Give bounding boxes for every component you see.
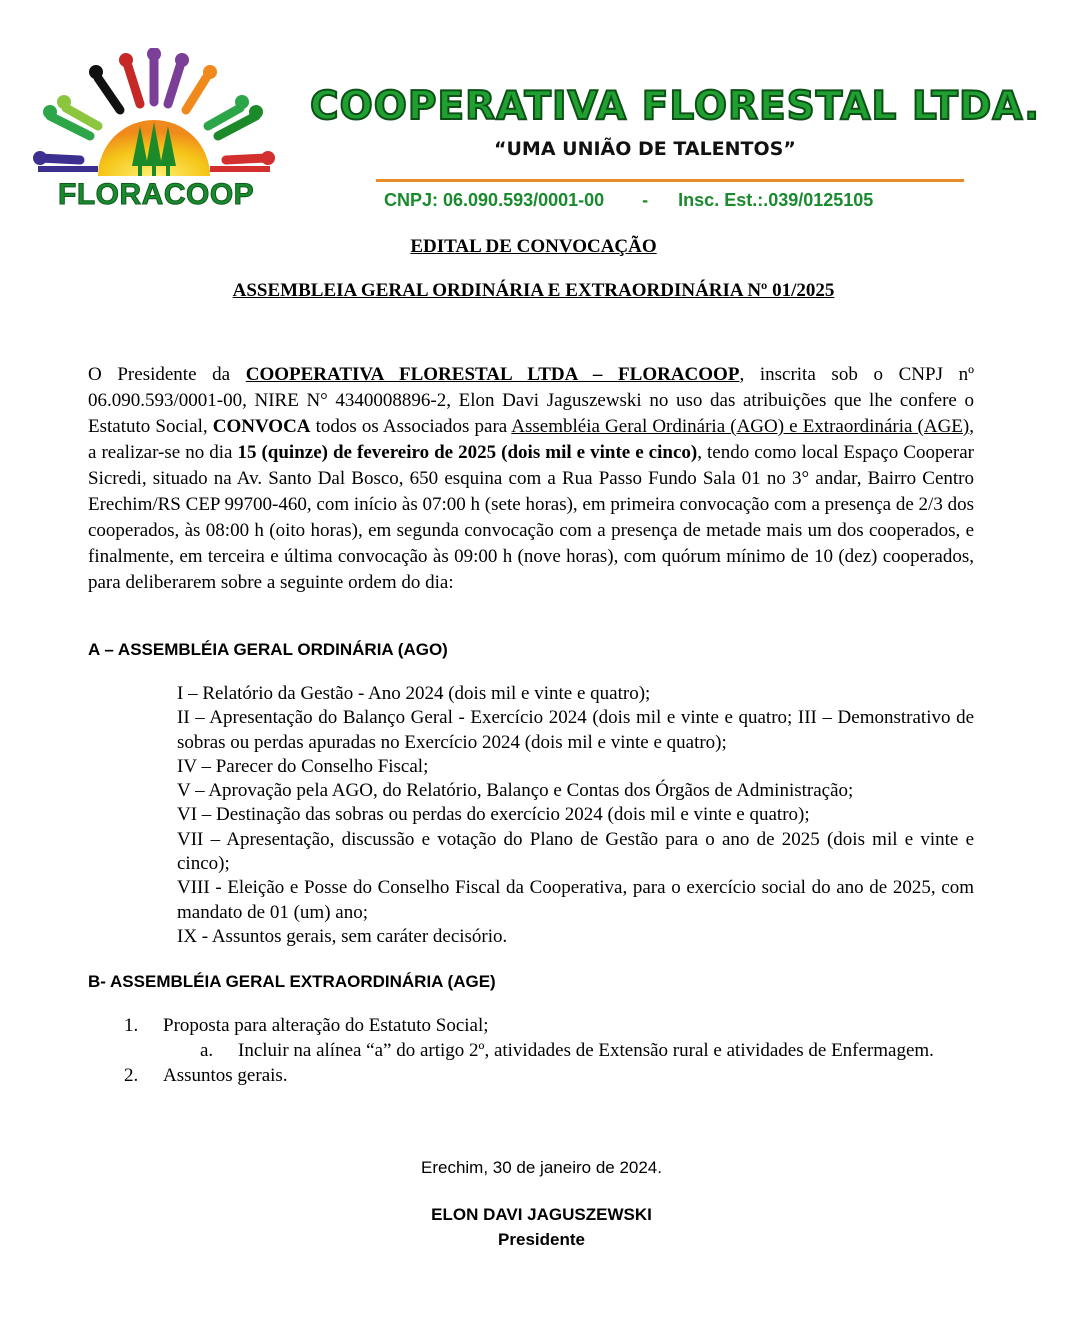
document-subtitle: ASSEMBLEIA GERAL ORDINÁRIA E EXTRAORDINÁRIA Nº 01/2025 <box>232 280 835 301</box>
document-title: EDITAL DE CONVOCAÇÃO <box>410 236 657 257</box>
signer-role: Presidente <box>498 1230 585 1249</box>
logo-wordmark: FLORACOOP <box>58 178 255 211</box>
list-item: IV – Parecer do Conselho Fiscal; <box>177 755 429 777</box>
ago-agenda-list <box>177 682 974 949</box>
list-item: I – Relatório da Gestão - Ano 2024 (dois mil e vinte e quatro); <box>177 683 651 704</box>
list-item: II – Apresentação do Balanço Geral - Exercício 2024 (dois mil e vinte e quatro; III – Demonstrativo de sobras ou perdas apuradas no Exercício 2024 (dois mil e vinte e quatro); <box>177 707 974 753</box>
list-item <box>88 1013 974 1038</box>
registry-separator: - <box>642 190 649 210</box>
intro-convoca: CONVOCA <box>212 416 311 437</box>
list-item: IX - Assuntos gerais, sem caráter decisório. <box>177 925 508 947</box>
list-number: 2. <box>124 1065 139 1086</box>
company-slogan: “UMA UNIÃO DE TALENTOS” <box>494 138 796 160</box>
intro-text-1: O Presidente da <box>88 364 246 385</box>
list-item-text: Proposta para alteração do Estatuto Social; <box>163 1015 489 1036</box>
list-item-text: Assuntos gerais. <box>163 1065 288 1086</box>
intro-coop-name: COOPERATIVA FLORESTAL LTDA – FLORACOOP <box>245 364 740 385</box>
signer-name: ELON DAVI JAGUSZEWSKI <box>431 1205 652 1224</box>
sub-list-text: Incluir na alínea “a” do artigo 2º, atividades de Extensão rural e atividades de Enfermagem. <box>238 1040 934 1061</box>
age-agenda-list <box>88 1013 974 1088</box>
list-number: 1. <box>124 1015 139 1036</box>
list-item: VI – Destinação das sobras ou perdas do exercício 2024 (dois mil e vinte e quatro); <box>177 804 810 826</box>
insc-est-text: Insc. Est.:.039/0125105 <box>678 190 874 210</box>
sub-list-letter: a. <box>200 1040 214 1061</box>
list-item <box>88 1063 974 1088</box>
cnpj-text: CNPJ: 06.090.593/0001-00 <box>384 190 605 210</box>
list-item: VII – Apresentação, discussão e votação do Plano de Gestão para o ano de 2025 (dois mil e vinte e cinco); <box>177 828 974 875</box>
convocation-paragraph <box>88 362 974 596</box>
place-date: Erechim, 30 de janeiro de 2024. <box>421 1158 662 1177</box>
sub-list-item <box>200 1038 974 1063</box>
company-name: COOPERATIVA FLORESTAL LTDA. <box>310 84 1041 129</box>
list-item: VIII - Eleição e Posse do Conselho Fiscal da Cooperativa, para o exercício social do ano de 2025, com mandato de 01 (um) ano; <box>177 877 974 923</box>
list-item: V – Aprovação pela AGO, do Relatório, Balanço e Contas dos Órgãos de Administração; <box>177 780 854 802</box>
registry-line <box>384 190 873 211</box>
intro-text-4: , a realizar-se no dia <box>88 416 974 463</box>
intro-text-5: , tendo como local Espaço Cooperar Sicredi, situado na Av. Santo Dal Bosco, 650 esquina com a Rua Passo Fundo Sala 01 no 3° andar, Bairro Centro Erechim/RS CEP 99700-460, com início às 07:00 h (sete horas), em primeira convocação com a presença de 2/3 dos cooperados, às 08:00 h (oito horas), em segunda convocação com a presença de metade mais um dos cooperados, e finalmente, em terceira e última convocação às 09:00 h (nove horas), com quórum mínimo de 10 (dez) cooperados, para deliberarem sobre a seguinte ordem do dia: <box>88 442 974 593</box>
intro-assembleia: Assembléia Geral Ordinária (AGO) e Extraordinária (AGE) <box>511 416 970 437</box>
ago-heading: A – ASSEMBLÉIA GERAL ORDINÁRIA (AGO) <box>88 640 448 659</box>
header-divider <box>376 179 964 182</box>
intro-text-2: , inscrita sob o CNPJ nº 06.090.593/0001-00, NIRE N° 4340008896-2, Elon Davi Jaguszewski no uso das atribuições que lhe confere o Estatuto Social, <box>88 364 974 437</box>
intro-date: 15 (quinze) de fevereiro de 2025 (dois mil e vinte e cinco) <box>237 442 698 463</box>
intro-text-3: todos os Associados para <box>310 416 512 437</box>
age-heading: B- ASSEMBLÉIA GERAL EXTRAORDINÁRIA (AGE) <box>88 972 496 991</box>
